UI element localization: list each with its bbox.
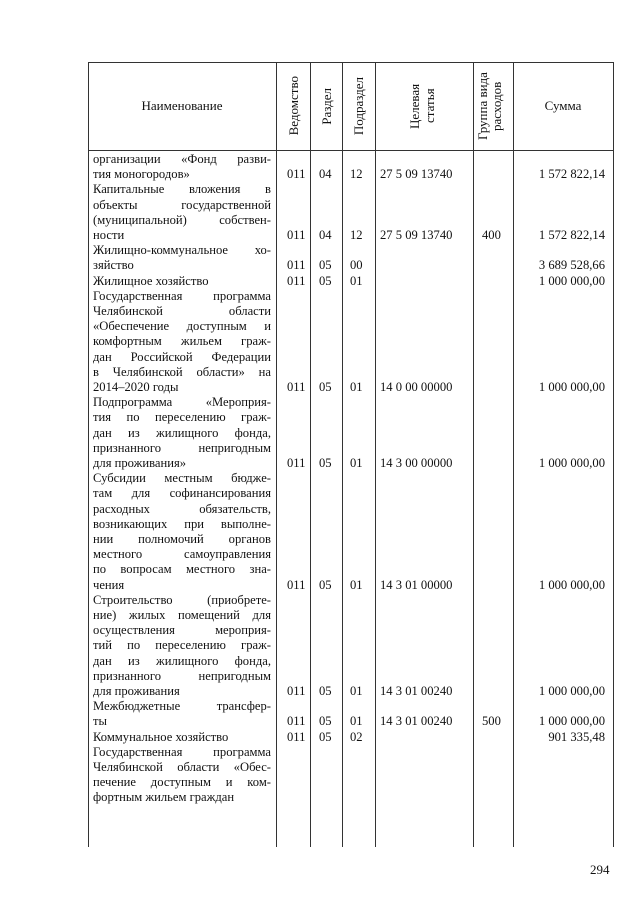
cell-name-line: Жилищное хозяйство bbox=[93, 273, 209, 288]
cell-vedomstvo: 011 bbox=[287, 273, 306, 288]
cell-razdel: 05 bbox=[319, 258, 332, 273]
cell-name-line: Челябинской области «Обес- bbox=[93, 759, 271, 774]
cell-summa: 3 689 528,66 bbox=[538, 258, 605, 273]
cell-summa: 1 572 822,14 bbox=[538, 227, 605, 242]
page-number: 294 bbox=[590, 862, 610, 877]
cell-summa: 1 000 000,00 bbox=[538, 683, 605, 698]
cell-name bbox=[93, 182, 271, 243]
cell-name-line: Коммунальное хозяйство bbox=[93, 729, 229, 744]
cell-razdel: 05 bbox=[319, 577, 332, 592]
cell-name-line: расходных обязательств, bbox=[93, 501, 271, 516]
header-razdel bbox=[310, 62, 342, 150]
cell-name-line: Межбюджетные трансфер- bbox=[93, 699, 271, 714]
cell-name-line: чения bbox=[93, 577, 125, 592]
cell-name-line: Субсидии местным бюдже- bbox=[93, 471, 271, 486]
table-row bbox=[88, 289, 613, 395]
cell-name-line: дан из жилищного фонда, bbox=[93, 425, 271, 440]
cell-gruppa: 400 bbox=[482, 227, 501, 242]
cell-summa: 1 000 000,00 bbox=[538, 379, 605, 394]
header-razdel-text: Раздел bbox=[318, 87, 334, 125]
cell-razdel: 05 bbox=[319, 455, 332, 470]
cell-gruppa: 500 bbox=[482, 714, 501, 729]
cell-name bbox=[93, 395, 271, 471]
header-name bbox=[88, 62, 276, 150]
cell-vedomstvo: 011 bbox=[287, 714, 306, 729]
cell-name-line: ности bbox=[93, 227, 125, 242]
cell-name-line: (муниципальной) собствен- bbox=[93, 212, 271, 227]
cell-name-line: тия по переселению граж- bbox=[93, 410, 271, 425]
cell-vedomstvo: 011 bbox=[287, 167, 306, 182]
cell-name-line: для проживания bbox=[93, 683, 180, 698]
cell-celevaya: 27 5 09 13740 bbox=[380, 227, 453, 242]
cell-name-line: «Обеспечение доступным и bbox=[93, 319, 271, 334]
cell-celevaya: 14 0 00 00000 bbox=[380, 379, 453, 394]
cell-name-line: дан Российской Федерации bbox=[93, 349, 271, 364]
cell-name bbox=[93, 471, 271, 593]
cell-razdel: 05 bbox=[319, 273, 332, 288]
header-gruppa-text: Группа вида расходов bbox=[475, 72, 504, 140]
cell-name-line: там для софинансирования bbox=[93, 486, 271, 501]
table-row bbox=[88, 745, 613, 806]
cell-podrazdel: 01 bbox=[350, 455, 363, 470]
cell-name-line: 2014–2020 годы bbox=[93, 379, 179, 394]
cell-vedomstvo: 011 bbox=[287, 683, 306, 698]
cell-name-line: Государственная программа bbox=[93, 744, 271, 759]
header-summa bbox=[513, 62, 613, 150]
cell-name-line: для проживания» bbox=[93, 455, 187, 470]
cell-razdel: 05 bbox=[319, 379, 332, 394]
cell-name-line: Строительство (приобрете- bbox=[93, 592, 271, 607]
cell-podrazdel: 01 bbox=[350, 714, 363, 729]
cell-name-line: признанного непригодным bbox=[93, 668, 271, 683]
cell-name-line: Государственная программа bbox=[93, 288, 271, 303]
cell-name-line: ты bbox=[93, 714, 107, 729]
cell-podrazdel: 02 bbox=[350, 729, 363, 744]
header-vedomstvo bbox=[276, 62, 310, 150]
cell-name-line: нии полномочий органов bbox=[93, 531, 271, 546]
col-border-right bbox=[613, 62, 614, 847]
cell-podrazdel: 01 bbox=[350, 683, 363, 698]
cell-podrazdel: 01 bbox=[350, 577, 363, 592]
cell-name-line: Жилищно-коммунальное хо- bbox=[93, 243, 271, 258]
cell-summa: 1 000 000,00 bbox=[538, 714, 605, 729]
cell-name-line: осуществления мероприя- bbox=[93, 623, 271, 638]
table-row bbox=[88, 730, 613, 745]
cell-name-line: комфортным жильем граж- bbox=[93, 334, 271, 349]
header-summa-text: Сумма bbox=[544, 98, 582, 113]
cell-name-line: дан из жилищного фонда, bbox=[93, 653, 271, 668]
cell-summa: 1 000 000,00 bbox=[538, 455, 605, 470]
cell-razdel: 05 bbox=[319, 683, 332, 698]
cell-summa: 901 335,48 bbox=[548, 729, 605, 744]
table-header-bottom-border bbox=[88, 150, 613, 151]
header-podrazdel-text: Подраздел bbox=[351, 76, 366, 136]
header-name-text: Наименование bbox=[141, 98, 223, 113]
cell-name-line: признанного непригодным bbox=[93, 440, 271, 455]
header-vedomstvo-text: Ведомство bbox=[285, 76, 301, 136]
table-row bbox=[88, 182, 613, 243]
cell-vedomstvo: 011 bbox=[287, 577, 306, 592]
cell-name-line: тий по переселению граж- bbox=[93, 638, 271, 653]
cell-name-line: зяйство bbox=[93, 258, 134, 273]
cell-podrazdel: 12 bbox=[350, 227, 363, 242]
cell-name-line: возникающих при выполне- bbox=[93, 516, 271, 531]
cell-name bbox=[93, 745, 271, 806]
cell-summa: 1 572 822,14 bbox=[538, 167, 605, 182]
cell-name-line: Капитальные вложения в bbox=[93, 182, 271, 197]
cell-celevaya: 14 3 00 00000 bbox=[380, 455, 453, 470]
cell-vedomstvo: 011 bbox=[287, 227, 306, 242]
cell-name-line: печение доступным и ком- bbox=[93, 775, 271, 790]
cell-celevaya: 14 3 01 00240 bbox=[380, 714, 453, 729]
table-row bbox=[88, 243, 613, 273]
cell-name-line: в Челябинской области» на bbox=[93, 364, 271, 379]
cell-name bbox=[93, 289, 271, 395]
cell-name-line: Челябинской области bbox=[93, 303, 271, 318]
header-celevaya bbox=[375, 62, 473, 150]
cell-celevaya: 14 3 01 00000 bbox=[380, 577, 453, 592]
cell-podrazdel: 01 bbox=[350, 273, 363, 288]
cell-podrazdel: 01 bbox=[350, 379, 363, 394]
cell-celevaya: 14 3 01 00240 bbox=[380, 683, 453, 698]
cell-vedomstvo: 011 bbox=[287, 379, 306, 394]
cell-name bbox=[93, 699, 271, 729]
cell-name-line: объекты государственной bbox=[93, 197, 271, 212]
cell-name-line: организации «Фонд разви- bbox=[93, 152, 271, 166]
cell-name-line: тия моногородов» bbox=[93, 167, 190, 182]
cell-summa: 1 000 000,00 bbox=[538, 273, 605, 288]
cell-name-line: фортным жильем граждан bbox=[93, 790, 235, 805]
cell-podrazdel: 12 bbox=[350, 167, 363, 182]
cell-name bbox=[93, 274, 271, 289]
cell-razdel: 05 bbox=[319, 714, 332, 729]
table-row bbox=[88, 699, 613, 729]
table-row bbox=[88, 593, 613, 699]
cell-name bbox=[93, 152, 271, 182]
cell-vedomstvo: 011 bbox=[287, 258, 306, 273]
cell-summa: 1 000 000,00 bbox=[538, 577, 605, 592]
cell-razdel: 04 bbox=[319, 167, 332, 182]
header-gruppa bbox=[473, 62, 513, 150]
cell-razdel: 04 bbox=[319, 227, 332, 242]
cell-name bbox=[93, 593, 271, 699]
cell-name-line: Подпрограмма «Мероприя- bbox=[93, 395, 271, 410]
table-row bbox=[88, 471, 613, 593]
cell-razdel: 05 bbox=[319, 729, 332, 744]
cell-name bbox=[93, 243, 271, 273]
cell-vedomstvo: 011 bbox=[287, 455, 306, 470]
cell-celevaya: 27 5 09 13740 bbox=[380, 167, 453, 182]
cell-vedomstvo: 011 bbox=[287, 729, 306, 744]
table-row bbox=[88, 274, 613, 289]
cell-name-line: местного самоуправления bbox=[93, 547, 271, 562]
header-podrazdel bbox=[342, 62, 375, 150]
cell-name-line: ние) жилых помещений для bbox=[93, 607, 271, 622]
table-row bbox=[88, 395, 613, 471]
cell-name-line: по вопросам местного зна- bbox=[93, 562, 271, 577]
header-celevaya-text: Целевая статья bbox=[407, 83, 437, 129]
table-row bbox=[88, 152, 613, 182]
cell-name bbox=[93, 730, 271, 745]
cell-podrazdel: 00 bbox=[350, 258, 363, 273]
